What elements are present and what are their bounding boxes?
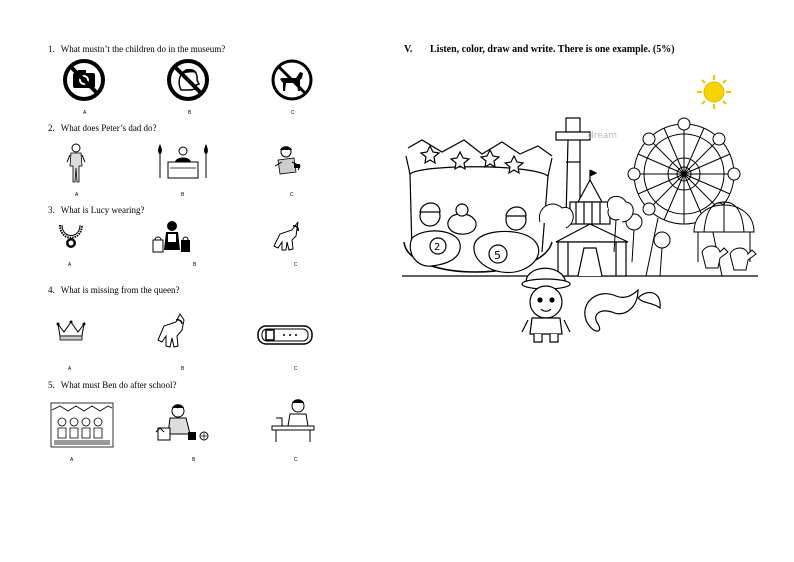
question-number: 4. xyxy=(48,285,55,295)
no-dogs-icon xyxy=(270,58,314,102)
section-heading xyxy=(404,44,675,55)
hand-with-bracelet-picture xyxy=(270,220,306,254)
option-label: B xyxy=(181,192,185,198)
section-number: V. xyxy=(404,44,413,55)
crown-picture xyxy=(56,320,86,342)
svg-text:2: 2 xyxy=(434,242,441,253)
hand-with-ring-picture xyxy=(154,312,190,352)
question-number: 3. xyxy=(48,205,55,215)
question-4 xyxy=(48,285,179,295)
option-label: A xyxy=(83,110,87,116)
question-text: What is Lucy wearing? xyxy=(60,205,145,215)
boy-playing-picture xyxy=(152,402,212,444)
question-5 xyxy=(48,380,176,390)
option-label: C xyxy=(290,192,294,198)
question-number: 1. xyxy=(48,44,55,54)
question-text: What must Ben do after school? xyxy=(60,380,177,390)
necklace-picture xyxy=(56,222,86,252)
amusement-park-scene xyxy=(402,112,762,348)
judge-at-bench-picture xyxy=(156,140,210,180)
question-number: 2. xyxy=(48,123,55,133)
no-camera-icon xyxy=(62,58,106,102)
boy-writing-picture xyxy=(268,396,318,444)
option-label: B xyxy=(188,110,192,116)
option-label: B xyxy=(192,457,196,463)
question-number: 5. xyxy=(48,380,55,390)
option-label: A xyxy=(70,457,74,463)
sun-icon xyxy=(696,74,732,110)
no-shouting-icon xyxy=(166,58,210,102)
question-text: What is missing from the queen? xyxy=(60,285,180,295)
option-label: C xyxy=(294,262,298,268)
sliding-ride xyxy=(585,290,660,331)
option-label: C xyxy=(294,457,298,463)
classroom-party-picture xyxy=(50,402,114,448)
bumper-cars xyxy=(404,140,552,273)
section-instruction: Listen, color, draw and write. There is one example. (5%) xyxy=(430,44,675,55)
option-label: B xyxy=(193,262,197,268)
girl-shopping-picture xyxy=(150,220,192,256)
question-text: What mustn’t the children do in the museum? xyxy=(60,44,226,54)
watermark-text: dream xyxy=(588,131,618,141)
option-label: C xyxy=(294,366,298,372)
option-label: B xyxy=(181,366,185,372)
option-label: A xyxy=(68,262,72,268)
man-standing-picture xyxy=(66,142,86,184)
option-label: A xyxy=(75,192,79,198)
question-2 xyxy=(48,123,157,133)
option-label: C xyxy=(291,110,295,116)
belt-picture xyxy=(256,320,314,350)
question-1 xyxy=(48,44,225,54)
girl-with-hat xyxy=(522,268,570,342)
option-label: A xyxy=(68,366,72,372)
svg-text:5: 5 xyxy=(494,249,501,262)
question-3 xyxy=(48,205,144,215)
man-with-tools-picture xyxy=(272,144,302,180)
question-text: What does Peter’s dad do? xyxy=(60,123,157,133)
